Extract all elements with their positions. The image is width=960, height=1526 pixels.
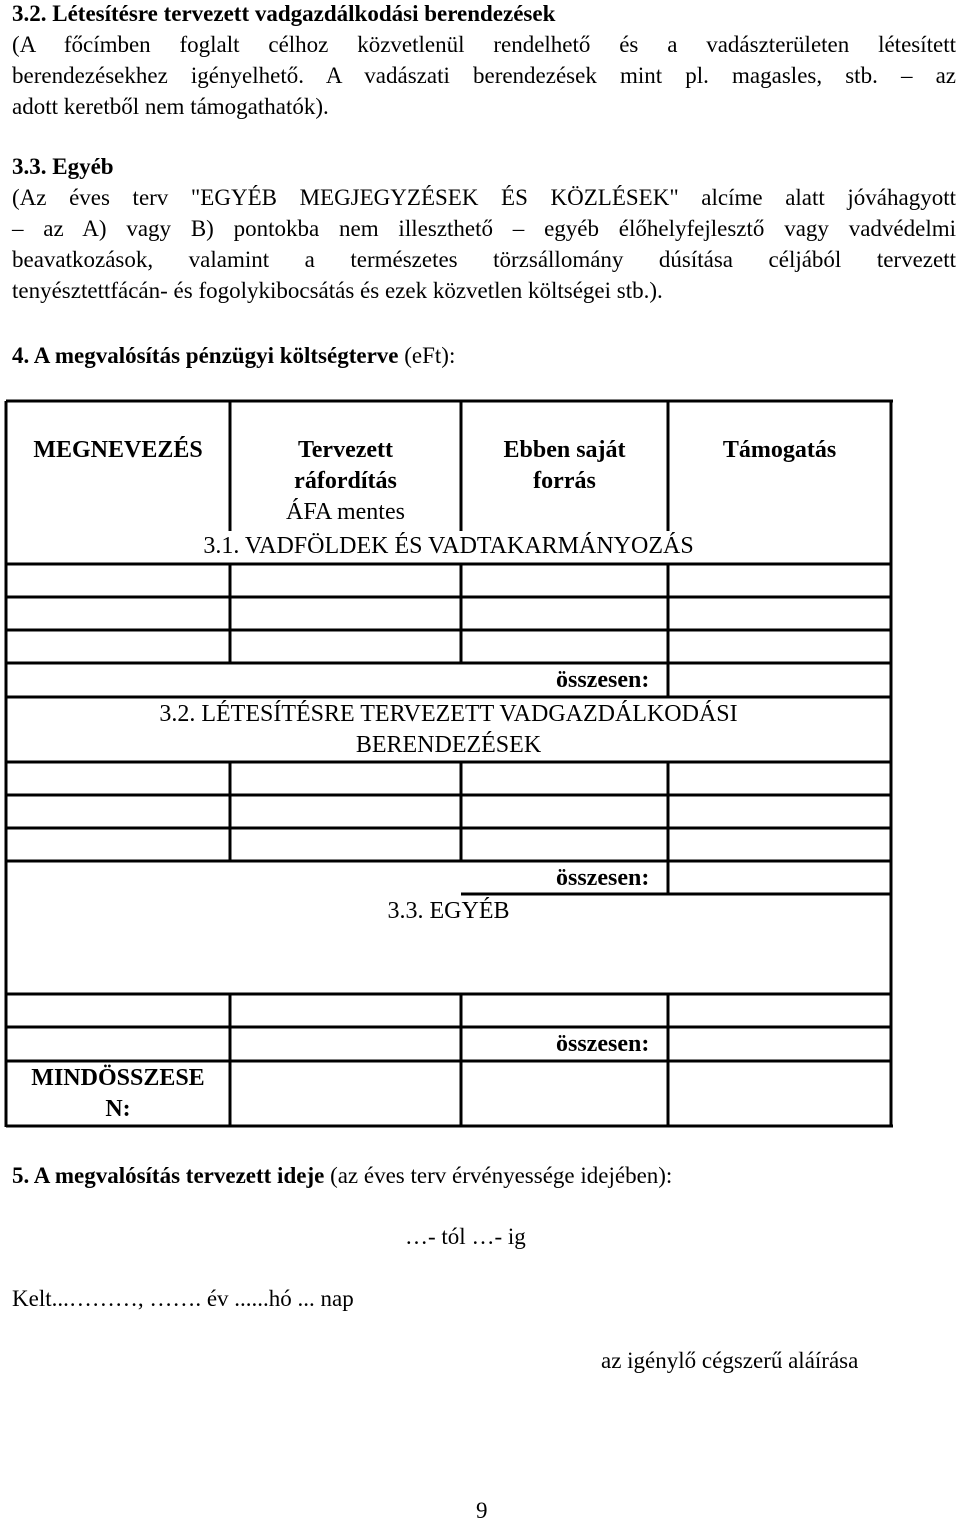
- grand-total-label-line2: N:: [105, 1096, 131, 1122]
- section-3-2-line-3: adott keretből nem támogathatók).: [12, 94, 329, 119]
- signature-label: az igénylő cégszerű aláírása: [601, 1348, 859, 1373]
- subtotal-3-1: összesen:: [556, 667, 650, 693]
- grand-total-label-line1: MINDÖSSZESE: [31, 1065, 205, 1091]
- col-header-name: MEGNEVEZÉS: [33, 437, 203, 463]
- section-3-2-heading: 3.2. Létesítésre tervezett vadgazdálkodási berendezések: [12, 1, 556, 26]
- section-3-3-line-2: – az A) vagy B) pontokba nem illeszthető – egyéb élőhelyfejlesztő vagy vadvédelmi: [12, 216, 956, 241]
- section-5-heading: [12, 1160, 956, 1191]
- section-3-3-line-4: tenyésztettfácán- és fogolykibocsátás és ezek közvetlen költségei stb.).: [12, 278, 663, 303]
- place-and-date: Kelt...………, ……. év ......hó ... nap: [12, 1286, 354, 1311]
- subtotal-3-2: összesen:: [556, 865, 650, 891]
- page-number: 9: [476, 1498, 488, 1523]
- table-section-3-3: 3.3. EGYÉB: [387, 898, 510, 924]
- col-header-own-source-line2: forrás: [533, 468, 596, 494]
- section-5-heading-bold: 5. A megvalósítás tervezett ideje: [12, 1163, 325, 1188]
- section-3-3-line-3: beavatkozások, valamint a természetes törzsállomány dúsítása céljából tervezett: [12, 247, 956, 272]
- col-header-planned-line1: Tervezett: [297, 437, 394, 463]
- col-header-planned-line2: ráfordítás: [294, 468, 397, 494]
- col-header-own-source-line1: Ebben saját: [503, 437, 626, 463]
- table-section-3-2-line2: BERENDEZÉSEK: [355, 732, 542, 758]
- section-5-heading-rest: (az éves terv érvényessége idejében):: [324, 1163, 673, 1188]
- table-section-3-1: 3.1. VADFÖLDEK ÉS VADTAKARMÁNYOZÁS: [203, 533, 694, 559]
- table-section-3-2-line1: 3.2. LÉTESÍTÉSRE TERVEZETT VADGAZDÁLKODÁSI: [159, 701, 738, 727]
- implementation-period: …- tól …- ig: [405, 1224, 526, 1249]
- section-3-2-line-2: berendezésekhez igényelhető. A vadászati berendezések mint pl. magasles, stb. – az: [12, 63, 956, 88]
- section-3-2-line-1: (A főcímben foglalt célhoz közvetlenül rendelhető és a vadászterületen létesített: [12, 32, 956, 57]
- col-header-planned-line3: ÁFA mentes: [286, 499, 405, 525]
- section-3-3-line-1: (Az éves terv "EGYÉB MEGJEGYZÉSEK ÉS KÖZLÉSEK" alcíme alatt jóváhagyott: [12, 185, 956, 210]
- section-4-heading-rest: (eFt):: [398, 343, 456, 368]
- col-header-support: Támogatás: [722, 437, 837, 463]
- subtotal-3-3: összesen:: [556, 1031, 650, 1057]
- section-4-heading-bold: 4. A megvalósítás pénzügyi költségterve: [12, 343, 399, 368]
- section-3-3-heading: 3.3. Egyéb: [12, 154, 114, 179]
